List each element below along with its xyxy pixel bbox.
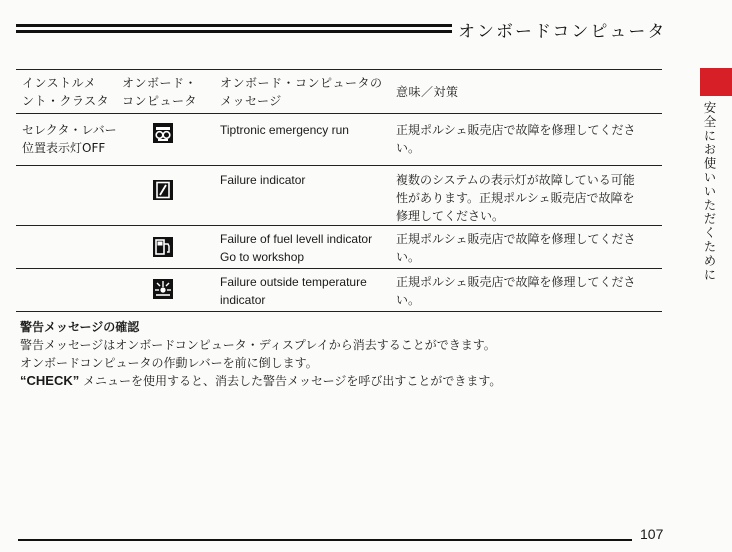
notes-line: 警告メッセージはオンボードコンピュータ・ディスプレイから消去することができます。 [20, 338, 496, 352]
table-row [16, 226, 662, 269]
cell-meaning: 正規ポルシェ販売店で故障を修理してくださ い。 [396, 269, 662, 312]
table-row [16, 269, 662, 312]
cell-cluster [16, 269, 122, 312]
tiptronic-icon [152, 122, 176, 144]
notes-section [20, 318, 501, 390]
cell-meaning: 正規ポルシェ販売店で故障を修理してくださ い。 [396, 226, 662, 269]
cell-message: Failure outside temperature indicator [220, 269, 396, 312]
cell-message: Failure indicator [220, 166, 396, 226]
table-header-row [16, 70, 662, 114]
cell-cluster [16, 226, 122, 269]
col-header-computer: オンボード・ コンピュータ [122, 70, 220, 114]
fuel-level-icon [152, 236, 176, 258]
cell-message: Failure of fuel levell indicator Go to workshop [220, 226, 396, 269]
section-tab-marker [700, 68, 732, 96]
cell-cluster: セレクタ・レバー 位置表示灯OFF [16, 114, 122, 166]
header-rule [16, 24, 452, 34]
notes-line: “CHECK” メニューを使用すると、消去した警告メッセージを呼び出すことができます。 [20, 373, 502, 388]
col-header-cluster: インストルメ ント・クラスタ [16, 70, 122, 114]
failure-indicator-icon [152, 179, 176, 201]
page-number: 107 [640, 526, 664, 542]
col-header-message: オンボード・コンピュータの メッセージ [220, 70, 396, 114]
table-row [16, 166, 662, 226]
notes-heading: 警告メッセージの確認 [20, 320, 140, 334]
cell-message: Tiptronic emergency run [220, 114, 396, 166]
warning-message-table [16, 69, 662, 312]
cell-meaning: 正規ポルシェ販売店で故障を修理してくださ い。 [396, 114, 662, 166]
notes-line: オンボードコンピュータの作動レバーを前に倒します。 [20, 356, 318, 370]
section-tab-label: 安全にお使いいただくために [702, 101, 717, 282]
col-header-meaning: 意味／対策 [396, 70, 662, 114]
cell-meaning: 複数のシステムの表示灯が故障している可能 性があります。正規ポルシェ販売店で故障を 修理してください。 [396, 166, 662, 226]
cell-cluster [16, 166, 122, 226]
footer-rule [18, 539, 632, 541]
outside-temperature-icon [152, 278, 176, 300]
page-title: オンボードコンピュータ [458, 22, 667, 42]
table-row [16, 114, 662, 166]
check-menu-label: “CHECK” [20, 373, 80, 388]
